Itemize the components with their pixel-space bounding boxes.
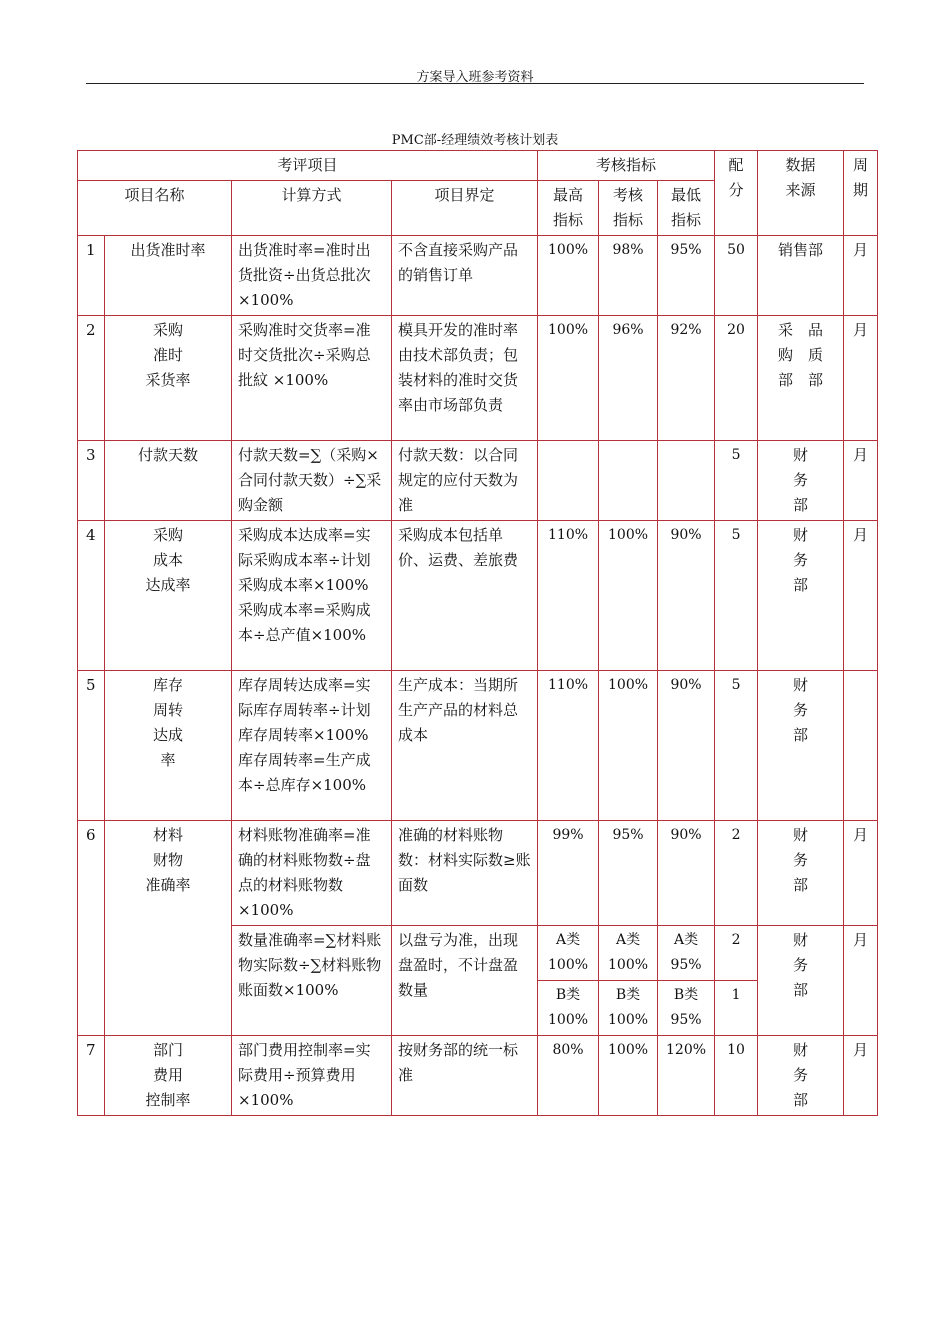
row-number: 3 bbox=[78, 441, 105, 521]
page-header: 方案导入班参考资料 bbox=[416, 70, 534, 85]
max-index: 100% bbox=[538, 236, 599, 316]
row-number: 4 bbox=[78, 521, 105, 671]
cycle: 月 bbox=[844, 926, 878, 1036]
item-scope: 以盘亏为准，出现盘盈时，不计盘盈数量 bbox=[392, 926, 538, 1036]
data-source: 财 务 部 bbox=[758, 1036, 844, 1116]
row-number: 5 bbox=[78, 671, 105, 821]
score: 5 bbox=[715, 441, 758, 521]
header-score: 配 分 bbox=[715, 151, 758, 236]
max-index: 110% bbox=[538, 521, 599, 671]
row-number: 1 bbox=[78, 236, 105, 316]
calc-method: 数量准确率=∑材料账物实际数÷∑材料账物账面数×100% bbox=[232, 926, 392, 1036]
score: 5 bbox=[715, 671, 758, 821]
max-index: 80% bbox=[538, 1036, 599, 1116]
max-index: 99% bbox=[538, 821, 599, 926]
calc-method: 付款天数=∑（采购×合同付款天数）÷∑采购金额 bbox=[232, 441, 392, 521]
item-name: 库存 周转 达成 率 bbox=[105, 671, 232, 821]
table-row bbox=[78, 236, 878, 316]
cycle: 月 bbox=[844, 521, 878, 671]
score: 10 bbox=[715, 1036, 758, 1116]
header-name: 项目名称 bbox=[78, 181, 232, 236]
max-index-a: A类 100% bbox=[538, 926, 599, 981]
calc-method: 采购准时交货率=准时交货批次÷采购总批紋 ×100% bbox=[232, 316, 392, 441]
target-index: 100% bbox=[599, 521, 658, 671]
data-source: 财 务 部 bbox=[758, 926, 844, 1036]
max-index: 100% bbox=[538, 316, 599, 441]
row-number: 6 bbox=[78, 821, 105, 1036]
item-name: 部门 费用 控制率 bbox=[105, 1036, 232, 1116]
calc-method: 部门费用控制率=实际费用÷预算费用×100% bbox=[232, 1036, 392, 1116]
header-eval-group: 考评项目 bbox=[78, 151, 538, 181]
item-name: 采购 准时 采货率 bbox=[105, 316, 232, 441]
item-name: 付款天数 bbox=[105, 441, 232, 521]
table-title: PMC部-经理绩效考核计划表 bbox=[391, 133, 559, 148]
header-min: 最低 指标 bbox=[658, 181, 715, 236]
target-index: 100% bbox=[599, 671, 658, 821]
item-scope: 按财务部的统一标准 bbox=[392, 1036, 538, 1116]
max-index: 110% bbox=[538, 671, 599, 821]
table-row bbox=[78, 521, 878, 671]
data-source: 采 品 购 质 部 部 bbox=[758, 316, 844, 441]
calc-method: 出货准时率=准时出货批资÷出货总批次×100% bbox=[232, 236, 392, 316]
item-scope: 采购成本包括单价、运费、差旅费 bbox=[392, 521, 538, 671]
item-name: 采购 成本 达成率 bbox=[105, 521, 232, 671]
cycle: 月 bbox=[844, 236, 878, 316]
header-target: 考核 指标 bbox=[599, 181, 658, 236]
score-b: 1 bbox=[715, 981, 758, 1036]
target-index bbox=[599, 441, 658, 521]
item-scope: 不含直接采购产品的销售订单 bbox=[392, 236, 538, 316]
calc-method: 采购成本达成率=实际采购成本率÷计划采购成本率×100% 采购成本率=采购成本÷总产值×100% bbox=[232, 521, 392, 671]
cycle: 月 bbox=[844, 821, 878, 926]
row-number: 2 bbox=[78, 316, 105, 441]
item-name: 出货准时率 bbox=[105, 236, 232, 316]
target-index: 95% bbox=[599, 821, 658, 926]
min-index: 90% bbox=[658, 821, 715, 926]
cycle bbox=[844, 671, 878, 821]
header-index-group: 考核指标 bbox=[538, 151, 715, 181]
score: 2 bbox=[715, 821, 758, 926]
target-index: 100% bbox=[599, 1036, 658, 1116]
header-source: 数据 来源 bbox=[758, 151, 844, 236]
header-max: 最高 指标 bbox=[538, 181, 599, 236]
calc-method: 库存周转达成率=实际库存周转率÷计划库存周转率×100% 库存周转率=生产成本÷总库存×100% bbox=[232, 671, 392, 821]
item-name: 材料 财物 准确率 bbox=[105, 821, 232, 1036]
max-index bbox=[538, 441, 599, 521]
min-index: 92% bbox=[658, 316, 715, 441]
cycle: 月 bbox=[844, 441, 878, 521]
data-source: 财 务 部 bbox=[758, 671, 844, 821]
min-index bbox=[658, 441, 715, 521]
data-source: 财 务 部 bbox=[758, 441, 844, 521]
item-scope: 准确的材料账物数：材料实际数≥账面数 bbox=[392, 821, 538, 926]
data-source: 销售部 bbox=[758, 236, 844, 316]
item-scope: 生产成本：当期所生产产品的材料总成本 bbox=[392, 671, 538, 821]
data-source: 财 务 部 bbox=[758, 821, 844, 926]
score: 50 bbox=[715, 236, 758, 316]
item-scope: 模具开发的准时率由技术部负责；包装材料的准时交货率由市场部负责 bbox=[392, 316, 538, 441]
min-index-a: A类 95% bbox=[658, 926, 715, 981]
cycle: 月 bbox=[844, 1036, 878, 1116]
table-row bbox=[78, 671, 878, 821]
min-index: 90% bbox=[658, 521, 715, 671]
table-row bbox=[78, 821, 878, 926]
max-index-b: B类 100% bbox=[538, 981, 599, 1036]
row-number: 7 bbox=[78, 1036, 105, 1116]
target-index-a: A类 100% bbox=[599, 926, 658, 981]
min-index: 120% bbox=[658, 1036, 715, 1116]
calc-method: 材料账物准确率=准确的材料账物数÷盘点的材料账物数×100% bbox=[232, 821, 392, 926]
score: 5 bbox=[715, 521, 758, 671]
header-divider bbox=[86, 83, 864, 84]
score-a: 2 bbox=[715, 926, 758, 981]
header-cycle: 周 期 bbox=[844, 151, 878, 236]
table-row bbox=[78, 316, 878, 441]
target-index: 96% bbox=[599, 316, 658, 441]
header-scope: 项目界定 bbox=[392, 181, 538, 236]
header-method: 计算方式 bbox=[232, 181, 392, 236]
target-index-b: B类 100% bbox=[599, 981, 658, 1036]
min-index: 90% bbox=[658, 671, 715, 821]
score: 20 bbox=[715, 316, 758, 441]
data-source: 财 务 部 bbox=[758, 521, 844, 671]
table-row bbox=[78, 441, 878, 521]
performance-table bbox=[77, 150, 878, 1116]
target-index: 98% bbox=[599, 236, 658, 316]
table-row bbox=[78, 1036, 878, 1116]
min-index: 95% bbox=[658, 236, 715, 316]
item-scope: 付款天数：以合同规定的应付天数为准 bbox=[392, 441, 538, 521]
min-index-b: B类 95% bbox=[658, 981, 715, 1036]
cycle: 月 bbox=[844, 316, 878, 441]
